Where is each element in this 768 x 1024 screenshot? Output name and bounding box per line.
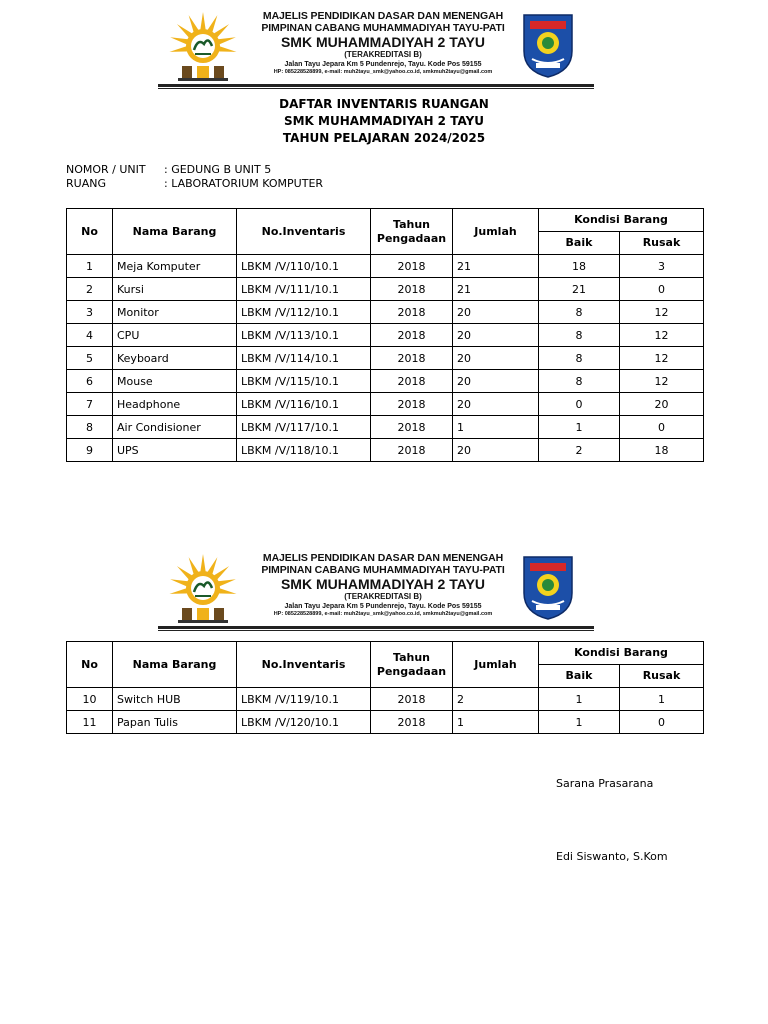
letterhead-contact: HP: 085228528899, e-mail: muh2tayu_smk@yahoo.co.id, smkmuh2tayu@gmail.com: [273, 611, 493, 617]
cell-broken: 12: [620, 347, 704, 370]
cell-broken: 12: [620, 301, 704, 324]
regency-crest-icon: [520, 11, 576, 79]
cell-no: 2: [67, 278, 113, 301]
header-name: Nama Barang: [113, 642, 237, 688]
cell-broken: 20: [620, 393, 704, 416]
cell-good: 1: [539, 711, 620, 734]
letterhead-rule-thin: [158, 88, 594, 89]
header-good: Baik: [539, 232, 620, 255]
cell-year: 2018: [371, 439, 453, 462]
table-row: [67, 347, 704, 370]
cell-name: Mouse: [113, 370, 237, 393]
letterhead-school: SMK MUHAMMADIYAH 2 TAYU: [280, 576, 486, 592]
cell-broken: 0: [620, 711, 704, 734]
cell-name: Kursi: [113, 278, 237, 301]
cell-no: 8: [67, 416, 113, 439]
cell-name: CPU: [113, 324, 237, 347]
inventory-table-1: [66, 208, 704, 462]
letterhead-second: [158, 552, 594, 634]
cell-qty: 1: [453, 711, 539, 734]
header-year-line2: Pengadaan: [376, 664, 447, 678]
cell-qty: 2: [453, 688, 539, 711]
header-broken: Rusak: [620, 232, 704, 255]
cell-year: 2018: [371, 416, 453, 439]
title-line2: SMK MUHAMMADIYAH 2 TAYU: [283, 114, 485, 128]
cell-year: 2018: [371, 255, 453, 278]
cell-no: 7: [67, 393, 113, 416]
cell-qty: 20: [453, 347, 539, 370]
cell-year: 2018: [371, 278, 453, 301]
cell-name: Air Condisioner: [113, 416, 237, 439]
letterhead-line1: MAJELIS PENDIDIKAN DASAR DAN MENENGAH: [262, 10, 504, 22]
letterhead-top: [158, 10, 594, 92]
cell-no: 3: [67, 301, 113, 324]
cell-name: Headphone: [113, 393, 237, 416]
letterhead-rule: [158, 84, 594, 87]
header-year-line1: Tahun: [392, 217, 430, 231]
letterhead-accreditation: (TERAKREDITASI B): [344, 50, 422, 59]
letterhead-address: Jalan Tayu Jepara Km 5 Pundenrejo, Tayu. Kode Pos 59155: [284, 61, 482, 68]
muhammadiyah-logo-icon: [164, 552, 242, 626]
cell-good: 0: [539, 393, 620, 416]
inventory-table-2: [66, 641, 704, 734]
letterhead-rule: [158, 626, 594, 629]
table-row: [67, 688, 704, 711]
cell-no: 11: [67, 711, 113, 734]
cell-year: 2018: [371, 393, 453, 416]
title-line3: TAHUN PELAJARAN 2024/2025: [282, 131, 486, 145]
header-no: No: [67, 209, 113, 255]
cell-year: 2018: [371, 347, 453, 370]
cell-year: 2018: [371, 711, 453, 734]
cell-name: Switch HUB: [113, 688, 237, 711]
room-info: [66, 163, 323, 191]
cell-good: 8: [539, 324, 620, 347]
letterhead-text: [248, 552, 518, 618]
signature-role: Sarana Prasarana: [556, 777, 654, 790]
cell-broken: 12: [620, 370, 704, 393]
header-broken: Rusak: [620, 665, 704, 688]
unit-value: : GEDUNG B UNIT 5: [164, 163, 272, 176]
cell-broken: 3: [620, 255, 704, 278]
document-title: [0, 96, 768, 147]
cell-good: 1: [539, 416, 620, 439]
header-condition: Kondisi Barang: [539, 642, 704, 665]
table-row: [67, 439, 704, 462]
table-1-body: [67, 255, 704, 462]
cell-no: 10: [67, 688, 113, 711]
cell-good: 8: [539, 370, 620, 393]
cell-qty: 21: [453, 278, 539, 301]
letterhead-line1: MAJELIS PENDIDIKAN DASAR DAN MENENGAH: [262, 552, 504, 564]
cell-inv: LBKM /V/110/10.1: [237, 255, 371, 278]
cell-qty: 20: [453, 301, 539, 324]
letterhead-address: Jalan Tayu Jepara Km 5 Pundenrejo, Tayu. Kode Pos 59155: [284, 603, 482, 610]
cell-good: 1: [539, 688, 620, 711]
cell-inv: LBKM /V/119/10.1: [237, 688, 371, 711]
cell-inv: LBKM /V/120/10.1: [237, 711, 371, 734]
table-row: [67, 278, 704, 301]
cell-good: 8: [539, 347, 620, 370]
cell-no: 1: [67, 255, 113, 278]
title-line1: DAFTAR INVENTARIS RUANGAN: [279, 97, 489, 111]
cell-year: 2018: [371, 370, 453, 393]
cell-broken: 12: [620, 324, 704, 347]
header-qty: Jumlah: [453, 642, 539, 688]
header-good: Baik: [539, 665, 620, 688]
header-no: No: [67, 642, 113, 688]
letterhead-line2: PIMPINAN CABANG MUHAMMADIYAH TAYU-PATI: [261, 22, 505, 34]
table-row: [67, 324, 704, 347]
cell-broken: 0: [620, 416, 704, 439]
cell-qty: 20: [453, 439, 539, 462]
cell-inv: LBKM /V/115/10.1: [237, 370, 371, 393]
cell-inv: LBKM /V/111/10.1: [237, 278, 371, 301]
cell-no: 9: [67, 439, 113, 462]
cell-good: 18: [539, 255, 620, 278]
cell-name: Monitor: [113, 301, 237, 324]
cell-inv: LBKM /V/112/10.1: [237, 301, 371, 324]
regency-crest-icon: [520, 553, 576, 621]
letterhead-school: SMK MUHAMMADIYAH 2 TAYU: [280, 34, 486, 50]
table-row: [67, 370, 704, 393]
cell-inv: LBKM /V/116/10.1: [237, 393, 371, 416]
cell-good: 21: [539, 278, 620, 301]
header-year-line2: Pengadaan: [376, 231, 447, 245]
header-year: [371, 642, 453, 688]
cell-no: 4: [67, 324, 113, 347]
letterhead-line2: PIMPINAN CABANG MUHAMMADIYAH TAYU-PATI: [261, 564, 505, 576]
table-row: [67, 301, 704, 324]
cell-name: Keyboard: [113, 347, 237, 370]
letterhead-rule-thin: [158, 630, 594, 631]
table-row: [67, 393, 704, 416]
cell-broken: 18: [620, 439, 704, 462]
cell-inv: LBKM /V/114/10.1: [237, 347, 371, 370]
cell-name: Papan Tulis: [113, 711, 237, 734]
signature-name: Edi Siswanto, S.Kom: [556, 850, 668, 863]
unit-row: [66, 163, 323, 177]
cell-year: 2018: [371, 324, 453, 347]
cell-qty: 20: [453, 324, 539, 347]
letterhead-accreditation: (TERAKREDITASI B): [344, 592, 422, 601]
cell-no: 6: [67, 370, 113, 393]
muhammadiyah-logo-icon: [164, 10, 242, 84]
cell-qty: 21: [453, 255, 539, 278]
cell-year: 2018: [371, 301, 453, 324]
cell-inv: LBKM /V/118/10.1: [237, 439, 371, 462]
table-2-body: [67, 688, 704, 734]
cell-qty: 20: [453, 370, 539, 393]
header-inventory: No.Inventaris: [237, 209, 371, 255]
cell-broken: 0: [620, 278, 704, 301]
letterhead-contact: HP: 085228528899, e-mail: muh2tayu_smk@yahoo.co.id, smkmuh2tayu@gmail.com: [273, 69, 493, 75]
cell-year: 2018: [371, 688, 453, 711]
unit-label: NOMOR / UNIT: [66, 163, 146, 176]
cell-qty: 1: [453, 416, 539, 439]
cell-no: 5: [67, 347, 113, 370]
table-row: [67, 711, 704, 734]
cell-broken: 1: [620, 688, 704, 711]
header-qty: Jumlah: [453, 209, 539, 255]
cell-good: 2: [539, 439, 620, 462]
cell-inv: LBKM /V/117/10.1: [237, 416, 371, 439]
table-row: [67, 416, 704, 439]
letterhead-text: [248, 10, 518, 76]
header-year: [371, 209, 453, 255]
header-condition: Kondisi Barang: [539, 209, 704, 232]
room-row: [66, 177, 323, 191]
header-inventory: No.Inventaris: [237, 642, 371, 688]
cell-good: 8: [539, 301, 620, 324]
room-value: : LABORATORIUM KOMPUTER: [164, 177, 324, 190]
cell-name: UPS: [113, 439, 237, 462]
room-label: RUANG: [66, 177, 106, 190]
cell-inv: LBKM /V/113/10.1: [237, 324, 371, 347]
table-row: [67, 255, 704, 278]
cell-name: Meja Komputer: [113, 255, 237, 278]
header-name: Nama Barang: [113, 209, 237, 255]
cell-qty: 20: [453, 393, 539, 416]
header-year-line1: Tahun: [392, 650, 430, 664]
